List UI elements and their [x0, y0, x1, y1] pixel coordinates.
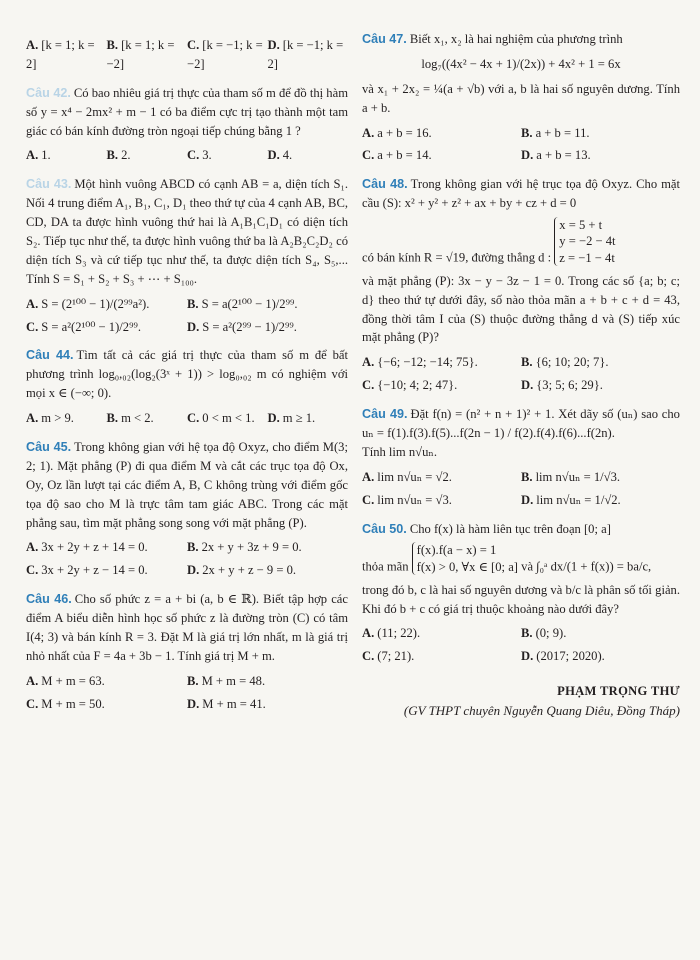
question-text: Cho số phức z = a + bi (a, b ∈ ℝ). Biết tập hợp các điểm A biểu diễn hình học số phức z là đường tròn (C) có tâm I(4; 3) và bán kính R = 3. Đặt M là giá trị lớn nhất, m là giá trị nhỏ nhất của F = 4a + 3b − 1. Tính giá trị M + m. — [26, 592, 348, 663]
question-text: Có bao nhiêu giá trị thực của tham số m để đồ thị hàm số y = x⁴ − 2mx² + m − 1 có ba điểm cực trị tạo thành một tam giác có bán kính đường tròn ngoại tiếp chúng bằng 1 ? — [26, 85, 348, 138]
line-system: x = 5 + t y = −2 − 4t z = −1 − 4t — [554, 217, 615, 266]
question-42: Câu 42. Có bao nhiêu giá trị thực của tham số m để đồ thị hàm số y = x⁴ − 2mx² + m − 1 có ba điểm cực trị tạo thành một tam giác có bán kính đường tròn ngoại tiếp chúng bằng 1 ? A. 1. B. 2. C. 3. D. 4. — [26, 85, 348, 163]
question-text: Tìm tất cả các giá trị thực của tham số m để bất phương trình log₀,₀₂(log₂(3ˣ + 1)) > log₀,₀₂ m có nghiệm với mọi x ∈ (−∞; 0). — [26, 348, 348, 401]
question-48: Câu 48. Trong không gian với hệ trục tọa độ Oxyz. Cho mặt cầu (S): x² + y² + z² + ax + by + cz + d = 0 có bán kính R = √19, đường thẳng d : x = 5 + t y = −2 − 4t z = −1 − 4t và mặt phẳng (P): 3x − y − 3z − 1 = 0. Trong các số {a; b; c; d} theo thứ tự dưới đây, số nào thỏa mãn a + b + c + d = 43, đồng thời tâm I của (S) thuộc đường thẳng d và (S) tiếp xúc mặt phẳng (P)? A. {−6; −12; −14; 75}. B. {6; 10; 20; 7}. C. {−10; 4; 2; 47}. D. {3; 5; 6; 29}. — [362, 177, 680, 393]
question-50: Câu 50. Cho f(x) là hàm liên tục trên đoạn [0; a] thỏa mãn f(x).f(a − x) = 1 f(x) > 0, ∀x ∈ [0; a] và ∫₀ᵃ dx/(1 + f(x)) = ba/c, trong đó b, c là hai số nguyên dương và b/c là phân số tối giản. Khi đó b + c có giá trị thuộc khoảng nào dưới đây? A. (11; 22). B. (0; 9). C. (7; 21). D. (2017; 2020). — [362, 521, 680, 664]
question-number: Câu 42. — [26, 85, 71, 100]
question-number: Câu 45. — [26, 440, 72, 455]
question-number: Câu 49. — [362, 407, 408, 422]
author-affiliation: (GV THPT chuyên Nguyễn Quang Diêu, Đồng Tháp) — [403, 703, 680, 719]
option-c: C. [k = −1; k = −2] — [187, 38, 263, 71]
right-column — [362, 30, 680, 721]
author-name: PHẠM TRỌNG THƯ — [557, 684, 680, 699]
equation: log₇((4x² − 4x + 1)/(2x)) + 4x² + 1 = 6x — [421, 56, 621, 71]
author-signature — [362, 682, 680, 720]
condition-system: f(x).f(a − x) = 1 f(x) > 0, ∀x ∈ [0; a] — [412, 542, 518, 575]
question-text: Đặt f(n) = (n² + n + 1)² + 1. Xét dãy số (uₙ) sao cho uₙ = f(1).f(3).f(5)...f(2n − 1) / f(2).f(4).f(6)...f(2n). — [362, 407, 680, 440]
question-text: Biết x₁, x₂ là hai nghiệm của phương trình — [409, 32, 623, 46]
question-number: Câu 48. — [362, 177, 408, 192]
top-options — [26, 34, 348, 76]
question-45: Câu 45. Trong không gian với hệ tọa độ Oxyz, cho điểm M(3; 2; 1). Mặt phẳng (P) đi qua điểm M và cắt các trục tọa độ Ox, Oy, Oz lần lượt tại các điểm A, B, C không trùng với điểm gốc tọa độ sao cho M là trực tâm tam giác ABC. Trong các mặt phẳng sau, tìm mặt phẳng song song với mặt phẳng (P). A. 3x + 2y + z + 14 = 0. B. 2x + y + 3z + 9 = 0. C. 3x + 2y + z − 14 = 0. D. 2x + y + z − 9 = 0. — [26, 440, 348, 578]
question-text: Cho f(x) là hàm liên tục trên đoạn [0; a] — [409, 521, 611, 536]
question-text: Trong không gian với hệ tọa độ Oxyz, cho điểm M(3; 2; 1). Mặt phẳng (P) đi qua điểm M và cắt các trục tọa độ Ox, Oy, Oz lần lượt tại các điểm A, B, C không trùng với điểm gốc tọa độ sao cho M là trực tâm tam giác ABC. Trong các mặt phẳng sau, tìm mặt phẳng song song với mặt phẳng (P). — [26, 440, 348, 530]
question-text-2: và mặt phẳng (P): 3x − y − 3z − 1 = 0. Trong các số {a; b; c; d} theo thứ tự dưới đây, số nào thỏa mãn a + b + c + d = 43, đồng thời tâm I của (S) thuộc đường thẳng d và (S) tiếp xúc mặt phẳng (P)? — [362, 273, 680, 345]
question-46: Câu 46. Cho số phức z = a + bi (a, b ∈ ℝ). Biết tập hợp các điểm A biểu diễn hình học số phức z là đường tròn (C) có tâm I(4; 3) và bán kính R = 3. Đặt M là giá trị lớn nhất, m là giá trị nhỏ nhất của F = 4a + 3b − 1. Tính giá trị M + m. A. M + m = 63. B. M + m = 48. C. M + m = 50. D. M + m = 41. — [26, 592, 348, 711]
question-text: Trong không gian với hệ trục tọa độ Oxyz. Cho mặt cầu (S): x² + y² + z² + ax + by + cz + d = 0 — [362, 177, 680, 211]
option-d: D. [k = −1; k = 2] — [267, 38, 344, 71]
question-49: Câu 49. Đặt f(n) = (n² + n + 1)² + 1. Xét dãy số (uₙ) sao cho uₙ = f(1).f(3).f(5)...f(2n − 1) / f(2).f(4).f(6)...f(2n). Tính lim n√uₙ. A. lim n√uₙ = √2. B. lim n√uₙ = 1/√3. C. lim n√uₙ = √3. D. lim n√uₙ = 1/√2. — [362, 407, 680, 507]
question-44: Câu 44. Tìm tất cả các giá trị thực của tham số m để bất phương trình log₀,₀₂(log₂(3ˣ + 1)) > log₀,₀₂ m có nghiệm với mọi x ∈ (−∞; 0). A. m > 9. B. m < 2. C. 0 < m < 1. D. m ≥ 1. — [26, 348, 348, 426]
question-number: Câu 44. — [26, 348, 74, 363]
question-text-2: và x₁ + 2x₂ = ¼(a + √b) với a, b là hai số nguyên dương. Tính a + b. — [362, 81, 680, 115]
option-a: A. [k = 1; k = 2] — [26, 38, 95, 71]
question-text: Một hình vuông ABCD có cạnh AB = a, diện tích S₁. Nối 4 trung điểm A₁, B₁, C₁, D₁ theo thứ tự của 4 cạnh AB, BC, CD, DA ta được hình vuông thứ hai là A₁B₁C₁D₁ có diện tích S₂. Tiếp tục như thế, ta được hình vuông thứ ba là A₂B₂C₂D₂ có diện tích S₃ và cứ tiếp tục như thế, ta được diện tích S₄, S₅,... Tính S = S₁ + S₂ + S₃ + ⋯ + S₁₀₀. — [26, 177, 348, 286]
option-b: B. [k = 1; k = −2] — [106, 38, 175, 71]
left-column — [26, 30, 348, 716]
question-number: Câu 43. — [26, 177, 72, 192]
question-47: Câu 47. Biết x₁, x₂ là hai nghiệm của phương trình log₇((4x² − 4x + 1)/(2x)) + 4x² + 1 = 6x và x₁ + 2x₂ = ¼(a + √b) với a, b là hai số nguyên dương. Tính a + b. A. a + b = 16. B. a + b = 11. C. a + b = 14. D. a + b = 13. — [362, 32, 680, 163]
question-text-2: Tính lim n√uₙ. — [362, 444, 437, 459]
question-number: Câu 50. — [362, 521, 407, 536]
question-number: Câu 47. — [362, 32, 407, 46]
question-43: Câu 43. Một hình vuông ABCD có cạnh AB = a, diện tích S₁. Nối 4 trung điểm A₁, B₁, C₁, D₁ theo thứ tự của 4 cạnh AB, BC, CD, DA ta được hình vuông thứ hai là A₁B₁C₁D₁ có diện tích S₂. Tiếp tục như thế, ta được hình vuông thứ ba là A₂B₂C₂D₂ có diện tích S₃ và cứ tiếp tục như thế, ta được diện tích S₄, S₅,... Tính S = S₁ + S₂ + S₃ + ⋯ + S₁₀₀. A. S = (2¹⁰⁰ − 1)/(2⁹⁹a²). B. S = a(2¹⁰⁰ − 1)/2⁹⁹. C. S = a²(2¹⁰⁰ − 1)/2⁹⁹. D. S = a²(2⁹⁹ − 1)/2⁹⁹. — [26, 177, 348, 334]
question-number: Câu 46. — [26, 592, 72, 607]
question-text-2: trong đó b, c là hai số nguyên dương và b/c là phân số tối giản. Khi đó b + c có giá trị thuộc khoảng nào dưới đây? — [362, 582, 680, 616]
integral: và ∫₀ᵃ dx/(1 + f(x)) = ba/c, — [521, 559, 652, 574]
